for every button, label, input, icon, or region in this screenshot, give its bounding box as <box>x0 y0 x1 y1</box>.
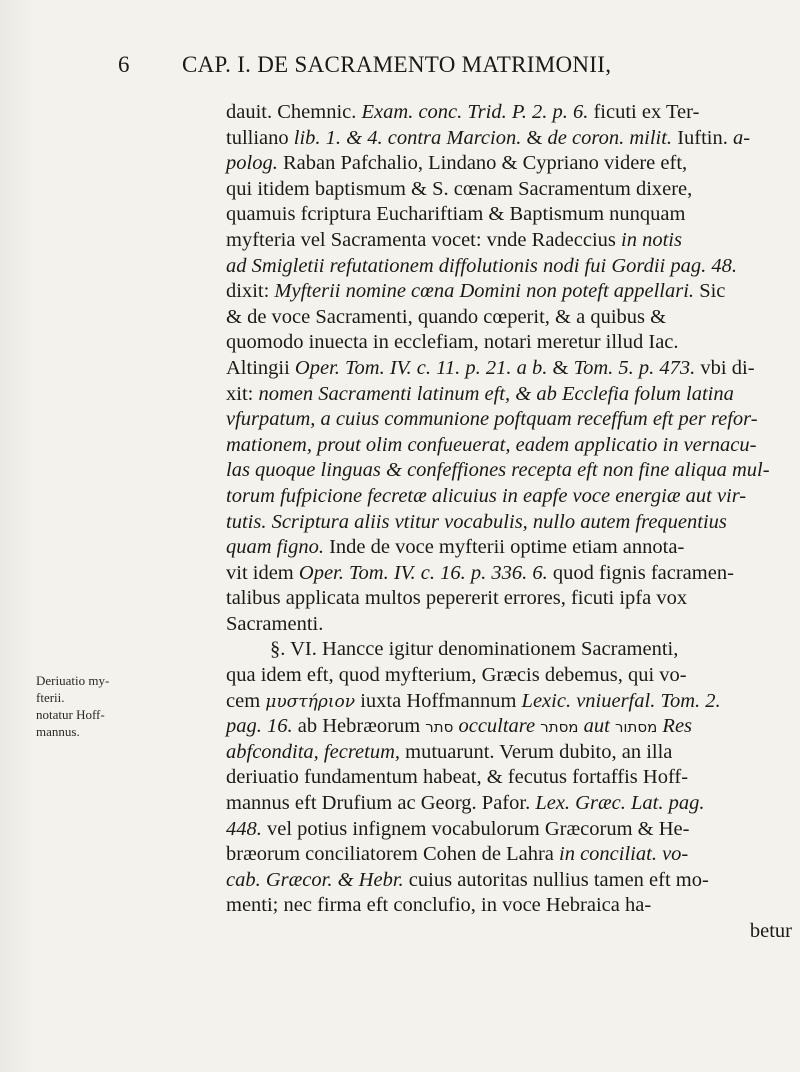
hebrew-word: מסתר <box>540 718 579 737</box>
text-run: quomodo inuecta in ecclefiam, notari meretur illud Iac. <box>226 331 679 354</box>
italic-text: in notis <box>621 228 682 251</box>
text-run: ab Hebræorum <box>292 715 426 738</box>
text-line <box>226 765 792 791</box>
italic-text: ad Smigletii refutationem diffolutionis nodi fui Gordii pag. 48. <box>226 254 737 277</box>
italic-text: abfcondita, fecretum, <box>226 740 401 763</box>
text-run: qua idem eft, quod myfterium, Græcis debemus, qui vo- <box>226 664 687 687</box>
italic-text: tutis. Scriptura aliis vtitur vocabulis, nullo autem frequentius <box>226 510 727 533</box>
text-line <box>226 612 792 638</box>
italic-text: lib. 1. & 4. contra Marcion. <box>293 126 522 149</box>
text-line <box>226 100 792 126</box>
text-line <box>226 228 792 254</box>
text-run: dixit: <box>226 280 275 303</box>
text-run: & <box>547 356 574 379</box>
text-line <box>226 330 792 356</box>
text-line <box>226 305 792 331</box>
text-run: vel potius infignem vocabulorum Græcorum & He- <box>261 817 690 840</box>
italic-text: Myfterii nomine cœna Domini non poteft appellari. <box>274 280 695 303</box>
italic-text: Res <box>662 715 693 738</box>
text-run: Inde de voce myfterii optime etiam annota- <box>323 536 685 559</box>
italic-text: polog. <box>226 152 278 175</box>
text-run: mutuarunt. Verum dubito, an illa <box>400 740 673 763</box>
text-run: vbi di- <box>695 356 755 379</box>
italic-text: mationem, prout olim confueuerat, eadem applicatio in vernacu- <box>226 433 757 456</box>
italic-text: Lex. Græc. Lat. pag. <box>535 792 705 815</box>
text-line <box>226 586 792 612</box>
italic-text: aut <box>583 715 610 738</box>
italic-text: a- <box>732 126 751 149</box>
text-line <box>226 356 792 382</box>
text-run: & <box>521 126 548 149</box>
italic-text: Oper. Tom. IV. c. 16. p. 336. 6. <box>298 561 548 584</box>
hebrew-word: סתר <box>425 718 454 737</box>
text-line <box>226 202 792 228</box>
text-line <box>226 510 792 536</box>
text-run: Raban Pafchalio, Lindano & Cypriano videre eft, <box>277 152 688 175</box>
text-run: qui itidem baptismum & S. cœnam Sacramentum dixere, <box>226 177 693 200</box>
text-line <box>226 151 792 177</box>
italic-text: las quoque linguas & confeffiones recepta eft non fine aliqua mul- <box>226 459 770 482</box>
italic-text: 448. <box>226 817 262 840</box>
text-run: Sacramenti. <box>226 612 324 635</box>
margin-note <box>36 672 128 740</box>
text-line <box>226 126 792 152</box>
text-run: quod fignis facramen- <box>547 561 734 584</box>
text-line <box>226 791 792 817</box>
italic-text: torum fufpicione fecretæ alicuius in eapfe voce energiæ aut vir- <box>226 484 747 507</box>
text-line <box>226 637 792 663</box>
text-run: bræorum conciliatorem Cohen de Lahra <box>226 843 560 866</box>
body-text <box>226 100 792 945</box>
italic-text: nomen Sacramenti latinum eft, & ab Ecclefia folum latina <box>258 382 734 405</box>
italic-text: Oper. Tom. IV. c. 11. p. 21. a b. <box>294 356 548 379</box>
margin-note-line: notatur Hoff- <box>36 707 105 722</box>
text-line <box>226 842 792 868</box>
hebrew-word: מסתור <box>614 718 658 737</box>
text-line <box>226 817 792 843</box>
italic-text: quam figno. <box>226 536 324 559</box>
page-number: 6 <box>118 52 130 77</box>
text-run: myfteria vel Sacramenta vocet: vnde Radeccius <box>226 228 622 251</box>
text-run: cuius autoritas nullius tamen eft mo- <box>403 868 709 891</box>
running-header <box>118 52 678 92</box>
text-run: Iuftin. <box>672 126 733 149</box>
text-run: ficuti ex Ter- <box>588 101 700 123</box>
text-line <box>226 484 792 510</box>
text-line <box>226 919 792 945</box>
text-run: quamuis fcriptura Euchariftiam & Baptismum nunquam <box>226 203 686 226</box>
text-line <box>226 689 792 715</box>
text-line <box>226 279 792 305</box>
italic-text: de coron. milit. <box>547 126 673 149</box>
text-run: §. VI. Hancce igitur denominationem Sacramenti, <box>270 638 679 661</box>
text-run: xit: <box>226 382 259 405</box>
margin-note-line: fterii. <box>36 690 65 705</box>
italic-text: Tom. 5. p. 473. <box>573 356 696 379</box>
greek-word: μυστήριον <box>265 691 356 712</box>
text-line <box>226 177 792 203</box>
text-line <box>226 714 792 740</box>
text-run: talibus applicata multos pepererit errores, ficuti ipfa vox <box>226 587 688 610</box>
page-gutter-shadow <box>0 0 36 1072</box>
text-line <box>226 740 792 766</box>
text-run: cem <box>226 689 266 712</box>
text-line <box>226 433 792 459</box>
italic-text: vfurpatum, a cuius communione poftquam receffum eft per refor- <box>226 408 758 431</box>
italic-text: Lexic. vniuerfal. Tom. 2. <box>521 689 721 712</box>
text-run: dauit. Chemnic. <box>226 101 362 123</box>
text-run: & de voce Sacramenti, quando cœperit, & a quibus & <box>226 305 667 328</box>
text-line <box>226 663 792 689</box>
text-line <box>226 561 792 587</box>
text-run: deriuatio fundamentum habeat, & fecutus fortaffis Hoff- <box>226 766 689 789</box>
text-line <box>226 254 792 280</box>
text-run: vit idem <box>226 561 299 584</box>
text-line <box>226 382 792 408</box>
text-run: iuxta Hoffmannum <box>355 689 522 712</box>
text-line <box>226 407 792 433</box>
italic-text: Exam. conc. Trid. P. 2. p. 6. <box>361 101 589 123</box>
text-line <box>226 893 792 919</box>
italic-text: cab. Græcor. & Hebr. <box>226 868 404 891</box>
text-line <box>226 535 792 561</box>
italic-text: occultare <box>458 715 536 738</box>
text-run: menti; nec firma eft conclufio, in voce Hebraica ha- <box>226 894 652 917</box>
margin-note-line: Deriuatio my- <box>36 673 110 688</box>
text-run: betur <box>749 920 792 942</box>
running-title: CAP. I. DE SACRAMENTO MATRIMONII, <box>182 52 612 77</box>
text-line <box>226 868 792 894</box>
text-run: Altingii <box>226 356 295 379</box>
italic-text: in conciliat. vo- <box>559 843 689 866</box>
text-run: tulliano <box>226 126 294 149</box>
text-run: mannus eft Drufium ac Georg. Pafor. <box>226 792 536 815</box>
text-line <box>226 458 792 484</box>
italic-text: pag. 16. <box>226 715 293 738</box>
margin-note-line: mannus. <box>36 724 80 739</box>
text-run: Sic <box>694 280 726 303</box>
